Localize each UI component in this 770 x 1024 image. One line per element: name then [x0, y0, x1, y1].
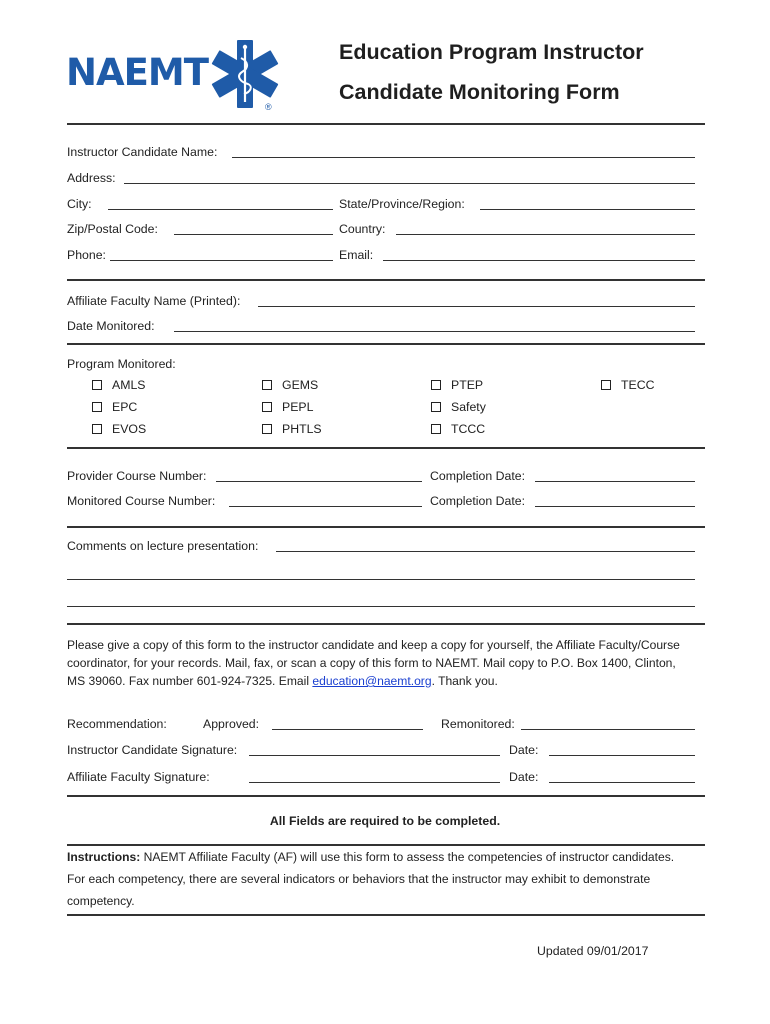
divider [67, 795, 705, 797]
notice-line2: coordinator, for your records. Mail, fax, or scan a copy of this form to NAEMT. Mail copy to P.O. Box 1400, Clinton, [67, 656, 676, 670]
faculty-signature-field[interactable] [249, 782, 500, 783]
divider [67, 623, 705, 625]
program-label-tecc: TECC [621, 378, 655, 392]
state-label: State/Province/Region: [339, 197, 465, 211]
notice-line3 [67, 674, 498, 689]
country-field[interactable] [396, 234, 695, 235]
city-label: City: [67, 197, 92, 211]
program-checkbox-gems[interactable] [262, 380, 272, 390]
recommendation-label: Recommendation: [67, 717, 167, 731]
divider [67, 447, 705, 449]
candidate-signature-date-field[interactable] [549, 755, 695, 756]
form-title-line2: Candidate Monitoring Form [339, 80, 620, 104]
faculty-signature-label: Affiliate Faculty Signature: [67, 770, 210, 784]
instructions-line1 [67, 850, 674, 865]
date-monitored-field[interactable] [174, 331, 695, 332]
program-checkbox-tecc[interactable] [601, 380, 611, 390]
notice-line3-text: MS 39060. Fax number 601-924-7325. Email [67, 674, 313, 688]
completion-date-field[interactable] [535, 481, 695, 482]
candidate-signature-field[interactable] [249, 755, 500, 756]
program-checkbox-epc[interactable] [92, 402, 102, 412]
program-checkbox-pepl[interactable] [262, 402, 272, 412]
monitored-course-field[interactable] [229, 506, 422, 507]
affiliate-name-field[interactable] [258, 306, 695, 307]
phone-field[interactable] [110, 260, 333, 261]
date-label: Date: [509, 743, 539, 757]
registered-mark: ® [265, 102, 272, 112]
affiliate-name-label: Affiliate Faculty Name (Printed): [67, 294, 241, 308]
divider [67, 844, 705, 846]
program-label-amls: AMLS [112, 378, 146, 392]
divider [67, 123, 705, 125]
email-label: Email: [339, 248, 374, 262]
monitored-course-label: Monitored Course Number: [67, 494, 216, 508]
program-monitored-label: Program Monitored: [67, 357, 176, 371]
program-checkbox-safety[interactable] [431, 402, 441, 412]
completion-date-field-2[interactable] [535, 506, 695, 507]
country-label: Country: [339, 222, 386, 236]
divider [67, 526, 705, 528]
state-field[interactable] [480, 209, 695, 210]
program-label-phtls: PHTLS [282, 422, 322, 436]
completion-date-label: Completion Date: [430, 494, 526, 508]
approved-label: Approved: [203, 717, 260, 731]
email-field[interactable] [383, 260, 695, 261]
comments-field-line2[interactable] [67, 579, 695, 580]
approved-field[interactable] [272, 729, 423, 730]
candidate-name-field[interactable] [232, 157, 695, 158]
instructions-line3: competency. [67, 894, 135, 908]
zip-label: Zip/Postal Code: [67, 222, 158, 236]
instructions-line2: For each competency, there are several indicators or behaviors that the instructor may exhibit to demonstrate [67, 872, 651, 886]
candidate-signature-label: Instructor Candidate Signature: [67, 743, 238, 757]
faculty-signature-date-field[interactable] [549, 782, 695, 783]
divider [67, 279, 705, 281]
program-label-pepl: PEPL [282, 400, 314, 414]
program-label-safety: Safety [451, 400, 486, 414]
remonitored-field[interactable] [521, 729, 695, 730]
program-label-tccc: TCCC [451, 422, 486, 436]
program-checkbox-phtls[interactable] [262, 424, 272, 434]
zip-field[interactable] [174, 234, 333, 235]
instructions-label: Instructions: [67, 850, 141, 864]
program-label-gems: GEMS [282, 378, 319, 392]
city-field[interactable] [108, 209, 333, 210]
updated-date: Updated 09/01/2017 [537, 944, 649, 958]
email-link[interactable]: education@naemt.org [312, 674, 432, 688]
form-title-line1: Education Program Instructor [339, 40, 644, 64]
program-label-evos: EVOS [112, 422, 147, 436]
naemt-logo [66, 38, 286, 116]
candidate-name-label: Instructor Candidate Name: [67, 145, 218, 159]
divider [67, 343, 705, 345]
divider [67, 914, 705, 916]
provider-course-label: Provider Course Number: [67, 469, 207, 483]
date-monitored-label: Date Monitored: [67, 319, 155, 333]
remonitored-label: Remonitored: [441, 717, 515, 731]
completion-date-label: Completion Date: [430, 469, 526, 483]
program-checkbox-amls[interactable] [92, 380, 102, 390]
date-label: Date: [509, 770, 539, 784]
program-checkbox-evos[interactable] [92, 424, 102, 434]
comments-field[interactable] [276, 551, 695, 552]
program-checkbox-ptep[interactable] [431, 380, 441, 390]
instructions-text: NAEMT Affiliate Faculty (AF) will use this form to assess the competencies of instructor candidates. [140, 850, 675, 864]
comments-label: Comments on lecture presentation: [67, 539, 259, 553]
notice-line3-end: . Thank you. [431, 674, 498, 688]
notice-line1: Please give a copy of this form to the instructor candidate and keep a copy for yourself, the Affiliate Faculty/Course [67, 638, 680, 652]
comments-field-line3[interactable] [67, 606, 695, 607]
program-label-ptep: PTEP [451, 378, 484, 392]
required-note: All Fields are required to be completed. [269, 814, 501, 828]
address-field[interactable] [124, 183, 695, 184]
provider-course-field[interactable] [216, 481, 422, 482]
program-checkbox-tccc[interactable] [431, 424, 441, 434]
phone-label: Phone: [67, 248, 106, 262]
logo-text: NAEMT [66, 51, 208, 94]
address-label: Address: [67, 171, 116, 185]
program-label-epc: EPC [112, 400, 138, 414]
